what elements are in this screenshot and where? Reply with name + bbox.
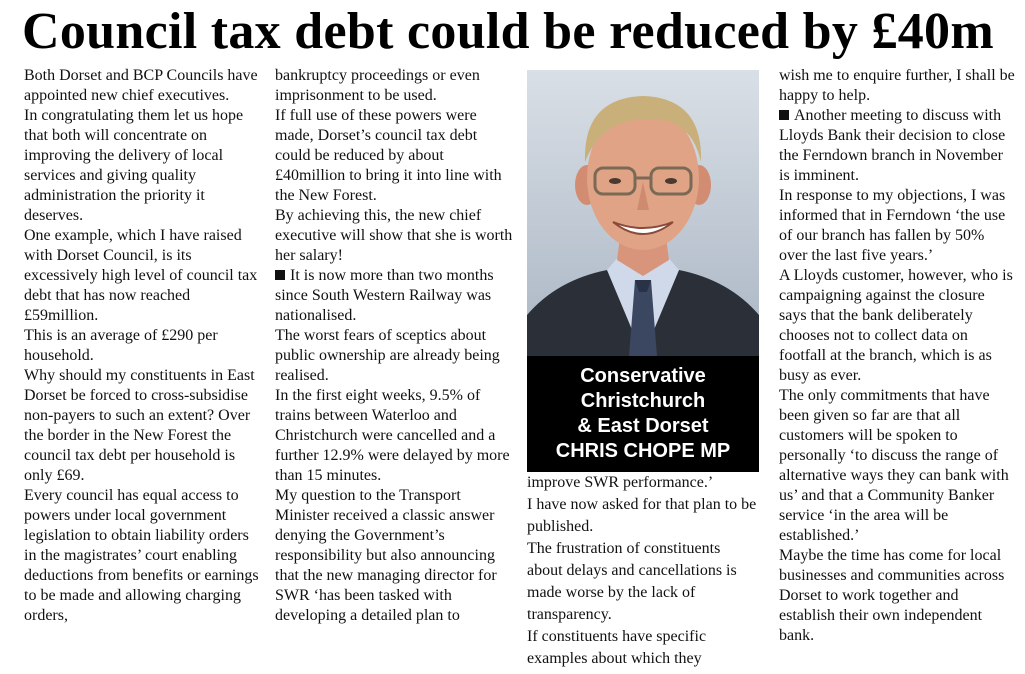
paragraph: The frustration of constituents about delays and cancellations is made worse by the lack of transparency. <box>527 540 737 623</box>
paragraph: improve SWR performance.’ <box>527 474 714 491</box>
article-column-2 <box>275 66 515 626</box>
paragraph: I have now asked for that plan to be published. <box>527 496 757 535</box>
caption-line: Conservative <box>580 365 706 387</box>
author-photo-box <box>527 70 759 472</box>
paragraph: bankruptcy proceedings or even imprisonment to be used. <box>275 67 480 104</box>
paragraph: A Lloyds customer, however, who is campaigning against the closure says that the bank deliberately chooses not to collect data on footfall at the branch, which is as busy as ever. <box>779 267 1013 384</box>
paragraph: One example, which I have raised with Dorset Council, is its excessively high level of council tax debt that has now reached £59million. <box>24 227 258 324</box>
caption-line: Christchurch <box>580 390 706 412</box>
paragraph: In congratulating them let us hope that both will concentrate on improving the delivery of local services and giving quality administration the priority it deserves. <box>24 107 244 224</box>
paragraph: If constituents have specific examples about which they <box>527 628 707 667</box>
square-bullet-icon <box>779 110 789 120</box>
column-3-text <box>527 472 759 670</box>
article-column-4 <box>779 66 1015 646</box>
paragraph: My question to the Transport Minister received a classic answer denying the Government’s responsibility but also announcing that the new managing director for SWR ‘has been tasked with developing a detailed plan to <box>275 487 497 624</box>
paragraph: wish me to enquire further, I shall be happy to help. <box>779 67 1015 104</box>
paragraph: In response to my objections, I was informed that in Ferndown ‘the use of our branch has fallen by 50% over the last five years.’ <box>779 187 1006 264</box>
bullet-paragraph <box>779 106 1015 186</box>
paragraph-text: It is now more than two months since South Western Railway was nationalised. <box>275 267 494 324</box>
article-column-3 <box>527 66 759 670</box>
paragraph: Why should my constituents in East Dorset be forced to cross-subsidise non-payers to such an extent? Over the border in the New Forest the council tax debt per household is only £69. <box>24 367 255 484</box>
bullet-paragraph <box>275 266 515 326</box>
paragraph: In the first eight weeks, 9.5% of trains between Waterloo and Christchurch were cancelled and a further 12.9% were delayed by more than 15 minutes. <box>275 387 510 484</box>
paragraph: The worst fears of sceptics about public ownership are already being realised. <box>275 327 500 384</box>
portrait-image <box>527 70 759 356</box>
caption-line: & East Dorset <box>577 415 709 437</box>
paragraph: Both Dorset and BCP Councils have appointed new chief executives. <box>24 67 258 104</box>
paragraph: By achieving this, the new chief executive will show that she is worth her salary! <box>275 207 513 264</box>
photo-caption <box>527 356 759 472</box>
author-photo <box>527 70 759 356</box>
paragraph: If full use of these powers were made, Dorset’s council tax debt could be reduced by about £40million to bring it into line with the New Forest. <box>275 107 502 204</box>
paragraph: The only commitments that have been given so far are that all customers will be spoken to personally ‘to discuss the range of alternative ways they can bank with us’ and that a Community Banker service ‘in the area will be established.’ <box>779 387 1009 544</box>
caption-line: CHRIS CHOPE MP <box>555 440 731 462</box>
headline: Council tax debt could be reduced by £40m <box>22 3 994 60</box>
paragraph-text: Another meeting to discuss with Lloyds Bank their decision to close the Ferndown branch in November is imminent. <box>779 107 1006 184</box>
paragraph: Maybe the time has come for local businesses and communities across Dorset to work together and establish their own independent bank. <box>779 547 1005 644</box>
paragraph: Every council has equal access to powers under local government legislation to obtain liability orders in the magistrates’ court enabling deductions from benefits or earnings to be made and allowing charging orders, <box>24 487 259 624</box>
article-column-1 <box>24 66 260 626</box>
square-bullet-icon <box>275 270 285 280</box>
paragraph: This is an average of £290 per household. <box>24 327 218 364</box>
